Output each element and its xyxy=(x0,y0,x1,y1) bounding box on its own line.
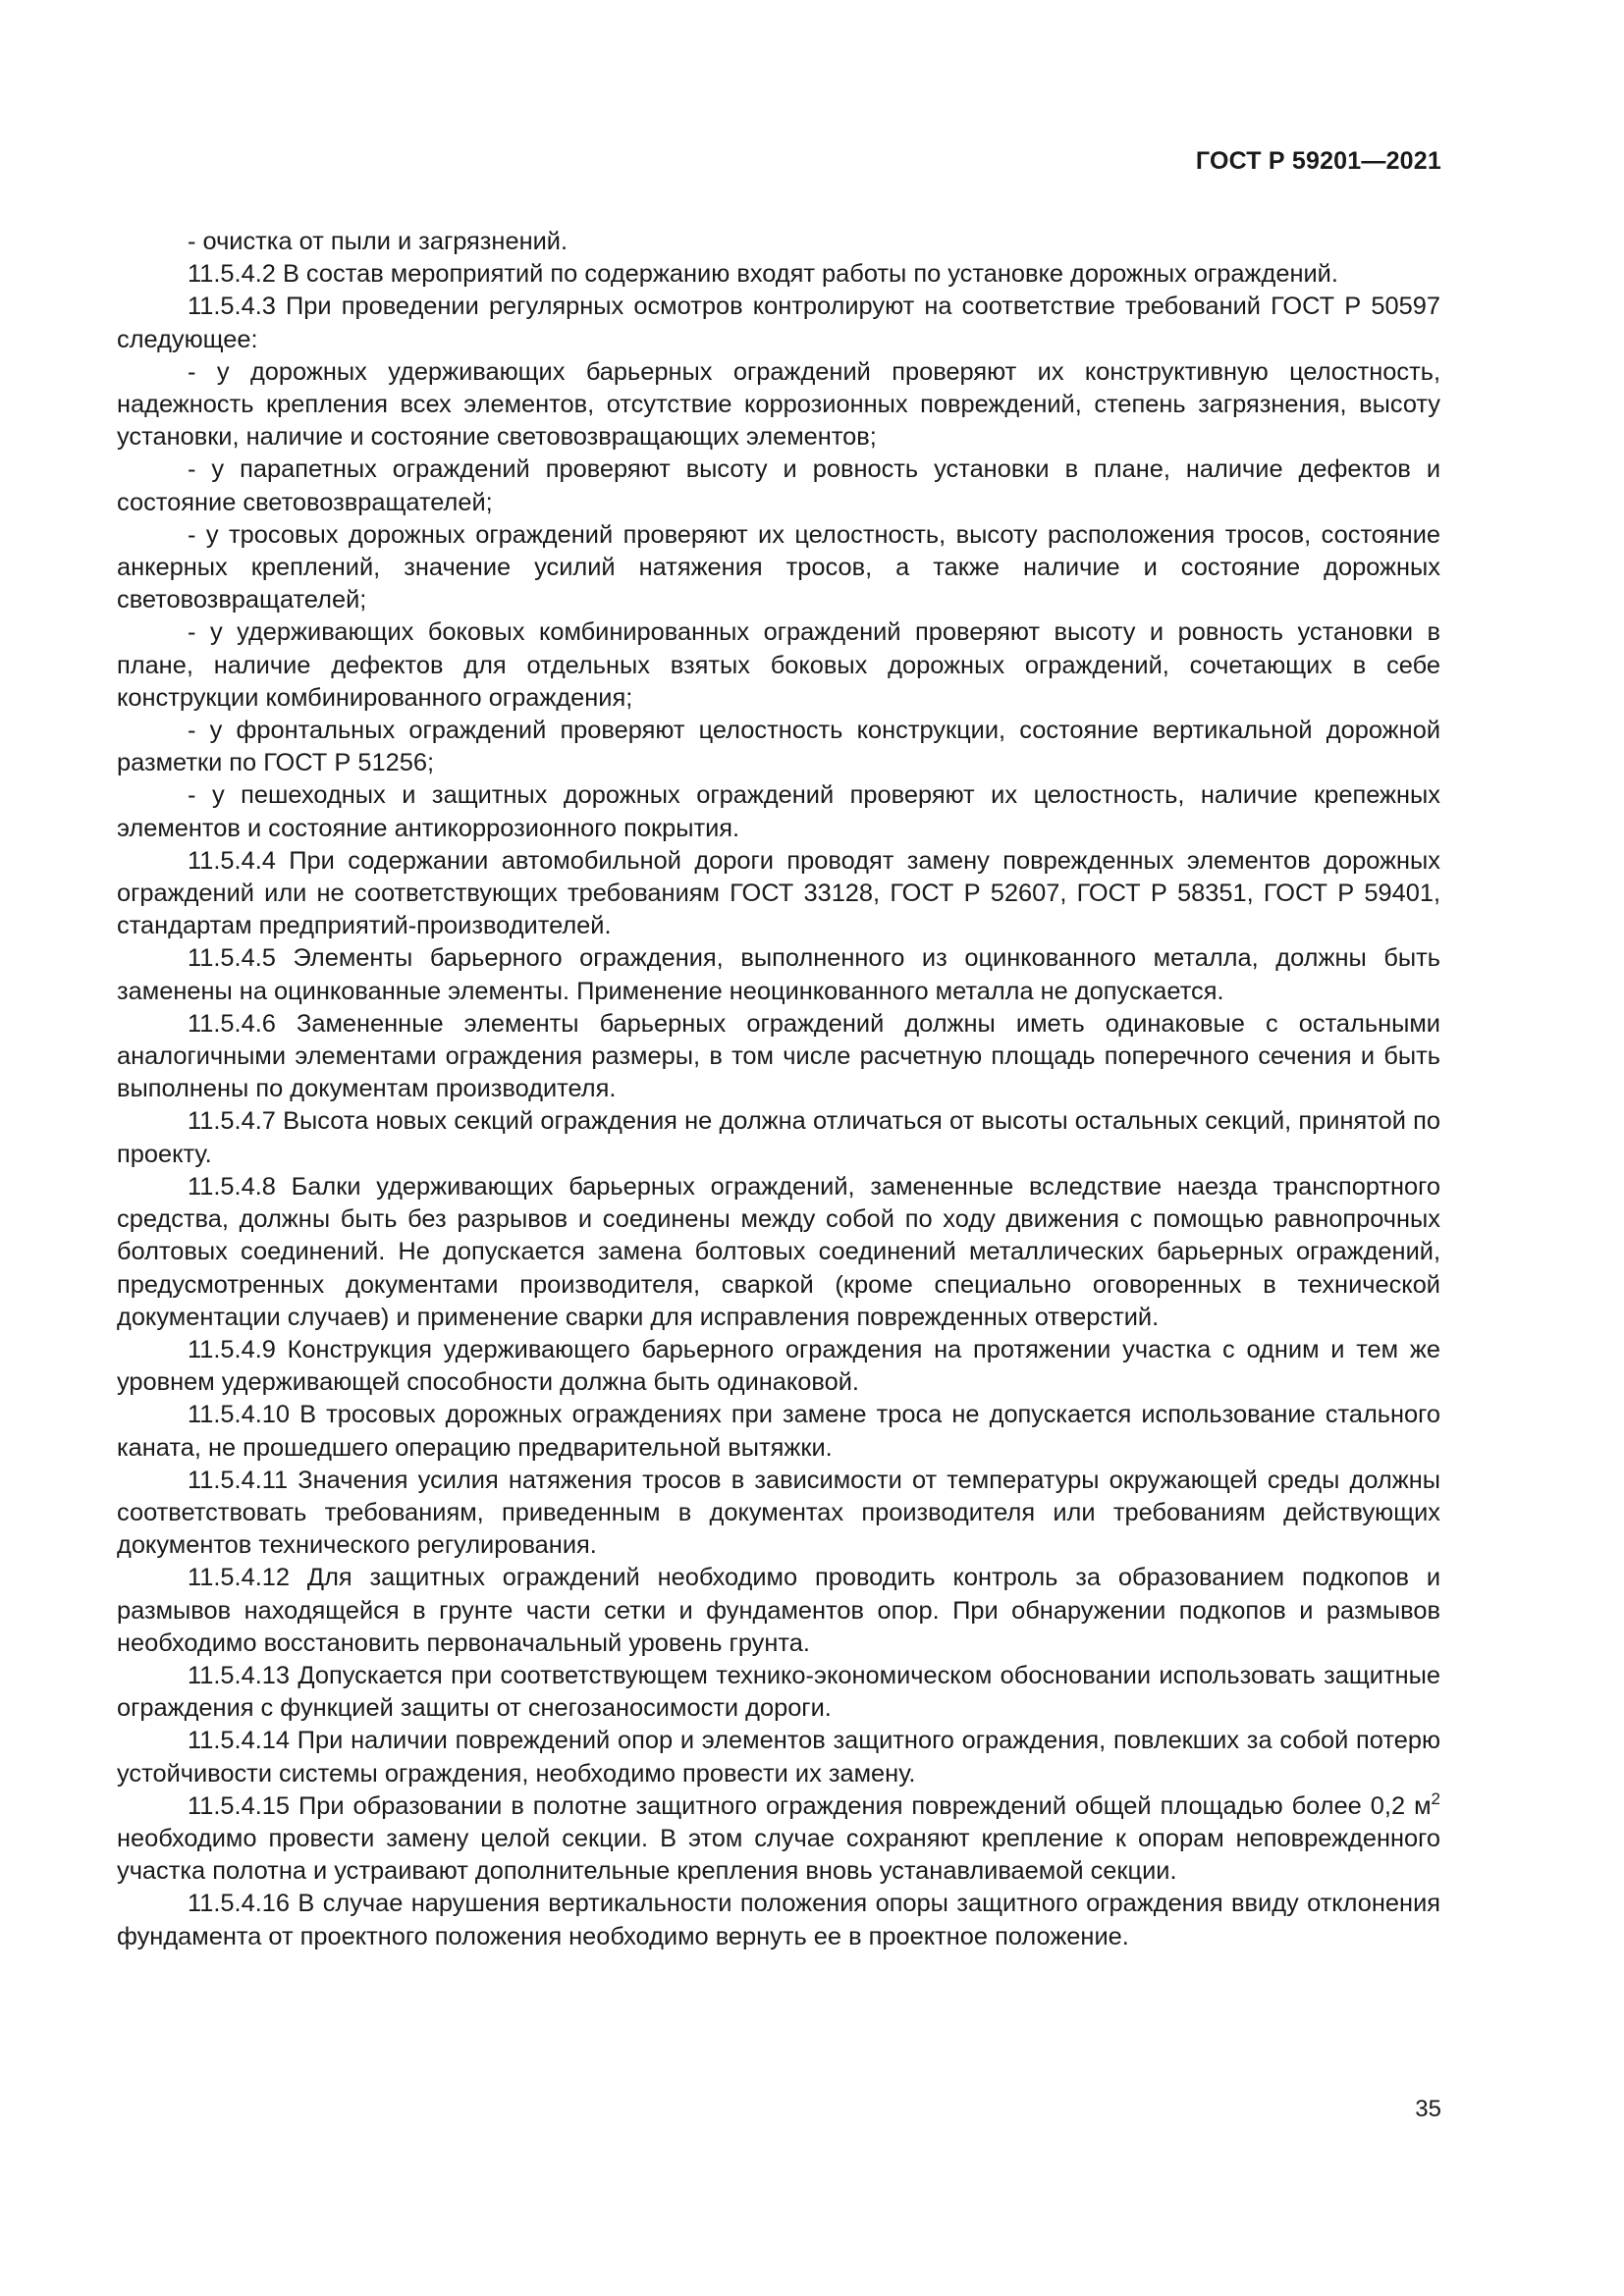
document-body xyxy=(117,226,1440,1953)
paragraph: 11.5.4.12 Для защитных ограждений необходимо проводить контроль за образованием подкопов и размывов находящейся в грунте части сетки и фундаментов опор. При обнаружении подкопов и размывов необходимо восстановить первоначальный уровень грунта. xyxy=(117,1564,1440,1657)
paragraph: 11.5.4.3 При проведении регулярных осмотров контролируют на соответствие требований ГОСТ Р 50597 следующее: xyxy=(117,293,1440,353)
paragraph: - у тросовых дорожных ограждений проверяют их целостность, высоту расположения тросов, состояние анкерных креплений, значение усилий натяжения тросов, а также наличие и состояние дорожных световозвращателей; xyxy=(117,520,1440,614)
paragraph: 11.5.4.4 При содержании автомобильной дороги проводят замену поврежденных элементов дорожных ограждений или не соответствующих требованиям ГОСТ 33128, ГОСТ Р 52607, ГОСТ Р 58351, ГОСТ Р 59401, стандартам предприятий-производителей. xyxy=(117,846,1440,940)
paragraph: 11.5.4.10 В тросовых дорожных ограждениях при замене троса не допускается использование стального каната, не прошедшего операцию предварительной вытяжки. xyxy=(117,1401,1440,1462)
paragraph-text-before-sup: 11.5.4.15 При образовании в полотне защитного ограждения повреждений общей площадью более 0,2 м xyxy=(188,1791,1432,1820)
paragraph-text-after-sup: необходимо провести замену целой секции. В этом случае сохраняют крепление к опорам неповрежденного участка полотна и устраивают дополнительные крепления вновь устанавливаемой секции. xyxy=(117,1824,1440,1886)
paragraph: - у пешеходных и защитных дорожных ограждений проверяют их целостность, наличие крепежных элементов и состояние антикоррозионного покрытия. xyxy=(117,781,1440,842)
page-number: 35 xyxy=(1415,2096,1441,2122)
paragraph: 11.5.4.16 В случае нарушения вертикальности положения опоры защитного ограждения ввиду отклонения фундамента от проектного положения необходимо вернуть ее в проектное положение. xyxy=(117,1890,1440,1950)
superscript-exponent: 2 xyxy=(1431,1789,1440,1808)
paragraph: - очистка от пыли и загрязнений. xyxy=(188,228,568,255)
paragraph: - у дорожных удерживающих барьерных ограждений проверяют их конструктивную целостность, надежность крепления всех элементов, отсутствие коррозионных повреждений, степень загрязнения, высоту установки, наличие и состояние световозвращающих элементов; xyxy=(117,357,1440,452)
paragraph: - у парапетных ограждений проверяют высоту и ровность установки в плане, наличие дефектов и состояние световозвращателей; xyxy=(117,455,1440,516)
paragraph: 11.5.4.7 Высота новых секций ограждения не должна отличаться от высоты остальных секций, принятой по проекту. xyxy=(117,1107,1440,1168)
paragraph: 11.5.4.14 При наличии повреждений опор и элементов защитного ограждения, повлекших за собой потерю устойчивости системы ограждения, необходимо провести их замену. xyxy=(117,1727,1440,1788)
paragraph: 11.5.4.2 В состав мероприятий по содержанию входят работы по установке дорожных ограждений. xyxy=(188,260,1338,289)
paragraph-with-superscript xyxy=(117,1790,1440,1889)
paragraph: 11.5.4.8 Балки удерживающих барьерных ограждений, замененные вследствие наезда транспортного средства, должны быть без разрывов и соединены между собой по ходу движения с помощью равнопрочных болтовых соединений. Не допускается замена болтовых соединений металлических барьерных ограждений, предусмотренных документами производителя, сваркой (кроме специально оговоренных в технической документации случаев) и применение сварки для исправления поврежденных отверстий. xyxy=(117,1172,1440,1331)
paragraph: - у удерживающих боковых комбинированных ограждений проверяют высоту и ровность установки в плане, наличие дефектов для отдельных взятых боковых дорожных ограждений, сочетающих в себе конструкции комбинированного ограждения; xyxy=(117,618,1440,712)
standard-code-header: ГОСТ Р 59201—2021 xyxy=(1195,147,1441,175)
paragraph: 11.5.4.13 Допускается при соответствующем технико-экономическом обосновании использовать защитные ограждения с функцией защиты от снегозаносимости дороги. xyxy=(117,1661,1440,1723)
paragraph: 11.5.4.5 Элементы барьерного ограждения, выполненного из оцинкованного металла, должны быть заменены на оцинкованные элементы. Применение неоцинкованного металла не допускается. xyxy=(117,944,1440,1005)
paragraph: - у фронтальных ограждений проверяют целостность конструкции, состояние вертикальной дорожной разметки по ГОСТ Р 51256; xyxy=(117,717,1440,777)
paragraph: 11.5.4.9 Конструкция удерживающего барьерного ограждения на протяжении участка с одним и тем же уровнем удерживающей способности должна быть одинаковой. xyxy=(117,1335,1440,1397)
paragraph: 11.5.4.11 Значения усилия натяжения тросов в зависимости от температуры окружающей среды должны соответствовать требованиям, приведенным в документах производителя или требованиям действующих документов технического регулирования. xyxy=(117,1466,1440,1560)
paragraph: 11.5.4.6 Замененные элементы барьерных ограждений должны иметь одинаковые с остальными аналогичными элементами ограждения размеры, в том числе расчетную площадь поперечного сечения и быть выполнены по документам производителя. xyxy=(117,1009,1440,1103)
